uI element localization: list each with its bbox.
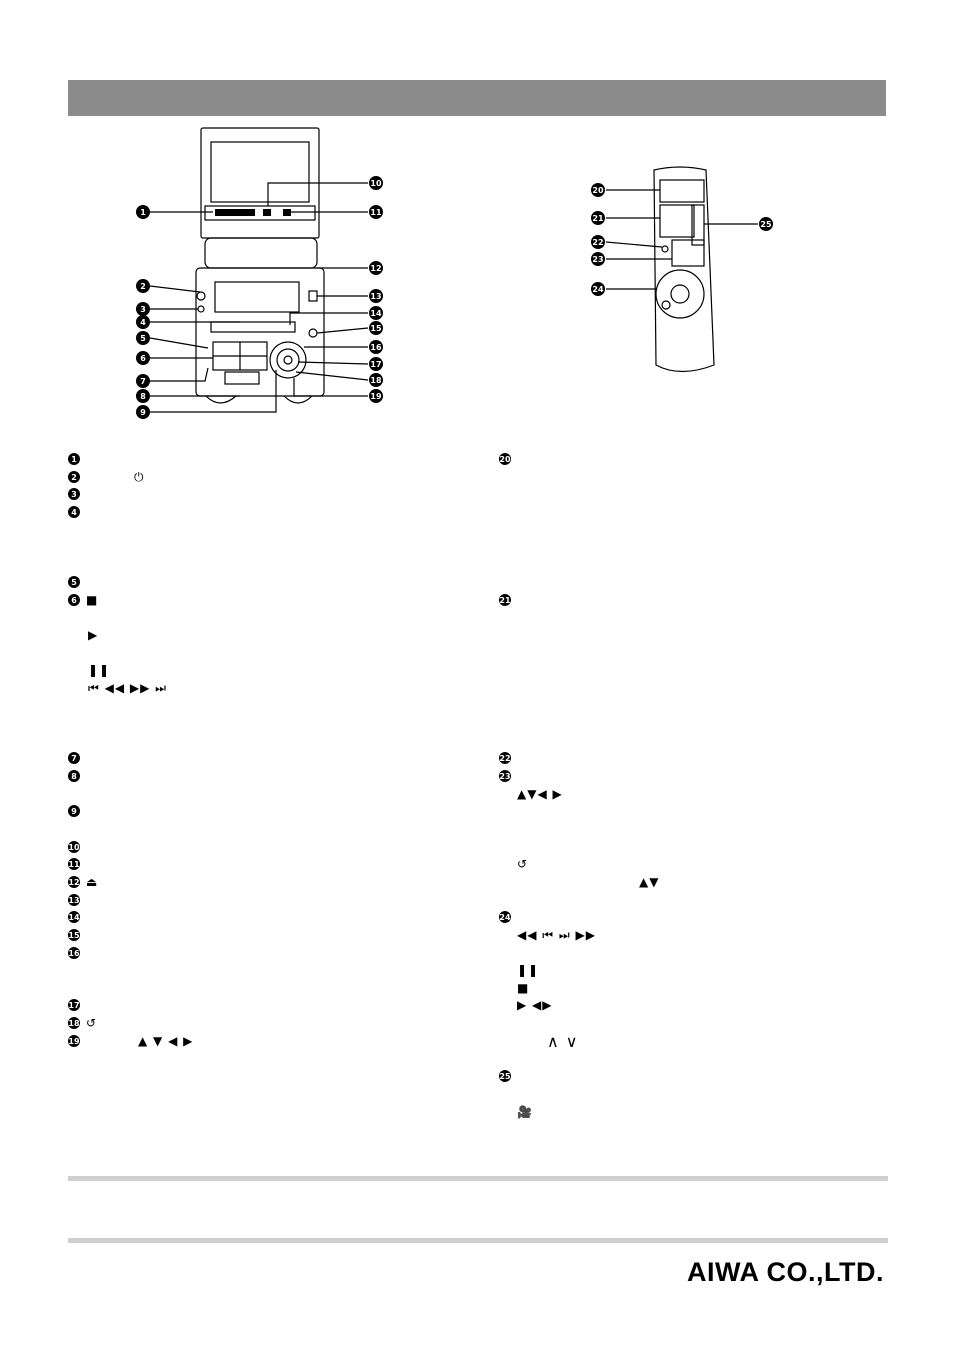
legend-item: 18 ↺ [68,1016,98,1030]
svg-text:16: 16 [370,343,382,352]
svg-text:15: 15 [370,324,382,333]
svg-text:20: 20 [592,186,604,195]
legend-item: 25 [499,1071,511,1081]
callout-22 [591,235,605,249]
callout-25 [759,217,773,231]
svg-text:22: 22 [592,238,604,247]
svg-text:24: 24 [592,285,604,294]
svg-text:23: 23 [592,255,604,264]
legend-item: ▲▼ [639,875,660,889]
callout-1 [136,205,150,219]
legend-item: 8 [68,768,86,784]
svg-text:9: 9 [140,408,146,417]
callout-19 [369,389,383,403]
svg-text:6: 6 [140,354,146,363]
legend-item: 9 [68,803,86,819]
legend-item: 7 [68,750,86,766]
legend-item: ▲▼◀ ▶ [517,787,563,801]
legend-item: 6 ■ [68,592,102,608]
svg-text:1: 1 [140,208,146,217]
legend-item: ↺ [517,857,529,871]
callout-12 [369,261,383,275]
remote-illustration [654,167,714,372]
legend-item: ❚❚ [517,963,540,977]
divider-rule [68,1238,888,1243]
component-diagrams [0,0,954,440]
svg-text:5: 5 [140,334,146,343]
legend-item: 20 [499,454,511,464]
legend-item: 15 [68,930,80,940]
callout-20 [591,183,605,197]
legend-item: 2 ⏻ [68,469,149,485]
svg-text:7: 7 [140,377,146,386]
legend-item: ❚❚ [88,663,111,677]
legend-item: ■ [517,981,530,995]
legend-item: 🎥 [517,1105,533,1119]
svg-text:18: 18 [370,376,382,385]
legend-item: 10 [68,842,80,852]
callout-10 [369,176,383,190]
svg-text:25: 25 [760,220,772,229]
svg-text:2: 2 [140,282,146,291]
svg-text:21: 21 [592,214,604,223]
legend-item: 5 [68,574,90,590]
svg-text:11: 11 [370,208,382,217]
legend-item: 13 [68,895,80,905]
callout-13 [369,289,383,303]
callout-3 [136,302,150,316]
legend-item: ∧ ∨ [547,1031,579,1051]
svg-text:14: 14 [370,309,382,318]
legend-item: 19 ▲ ▼ ◀ ▶ [68,1034,194,1048]
legend-item: 1 [68,451,90,467]
callout-6 [136,351,150,365]
legend-item: 16 [68,948,80,958]
svg-text:13: 13 [370,292,382,301]
callout-21 [591,211,605,225]
callout-7 [136,374,150,388]
callout-24 [591,282,605,296]
legend-item: 24 [499,912,511,922]
legend-item: 21 [499,595,511,605]
legend-item: 3 [68,486,90,502]
callout-23 [591,252,605,266]
svg-text:3: 3 [140,305,146,314]
svg-text:10: 10 [370,179,382,188]
callout-4 [136,315,150,329]
legend-item: 14 [68,912,80,922]
svg-text:12: 12 [370,264,382,273]
callout-5 [136,331,150,345]
legend-item: 17 [68,1000,80,1010]
callout-16 [369,340,383,354]
callout-17 [369,357,383,371]
callout-8 [136,389,150,403]
legend-item: 23 [499,771,511,781]
legend-item: ▶ [88,628,99,642]
svg-text:19: 19 [370,392,382,401]
legend-item: 11 [68,859,80,869]
legend-item: 22 [499,753,511,763]
callout-14 [369,306,383,320]
svg-text:4: 4 [140,318,146,327]
callout-11 [369,205,383,219]
callout-15 [369,321,383,335]
legend-item: 4 [68,504,90,520]
callout-18 [369,373,383,387]
callout-9 [136,405,150,419]
divider-rule [68,1176,888,1181]
legend-item: ◀◀ ⏮ ⏭ ▶▶ [517,927,596,942]
legend-item: ▶ ◀▶ [517,998,553,1012]
svg-text:17: 17 [370,360,382,369]
legend-item: 12 ⏏ [68,875,99,889]
company-name: AIWA CO.,LTD. [687,1257,884,1287]
main-unit-illustration [0,0,954,440]
callout-2 [136,279,150,293]
svg-text:8: 8 [140,392,146,401]
legend-item: ⏮ ◀◀ ▶▶ ⏭ [88,680,167,695]
